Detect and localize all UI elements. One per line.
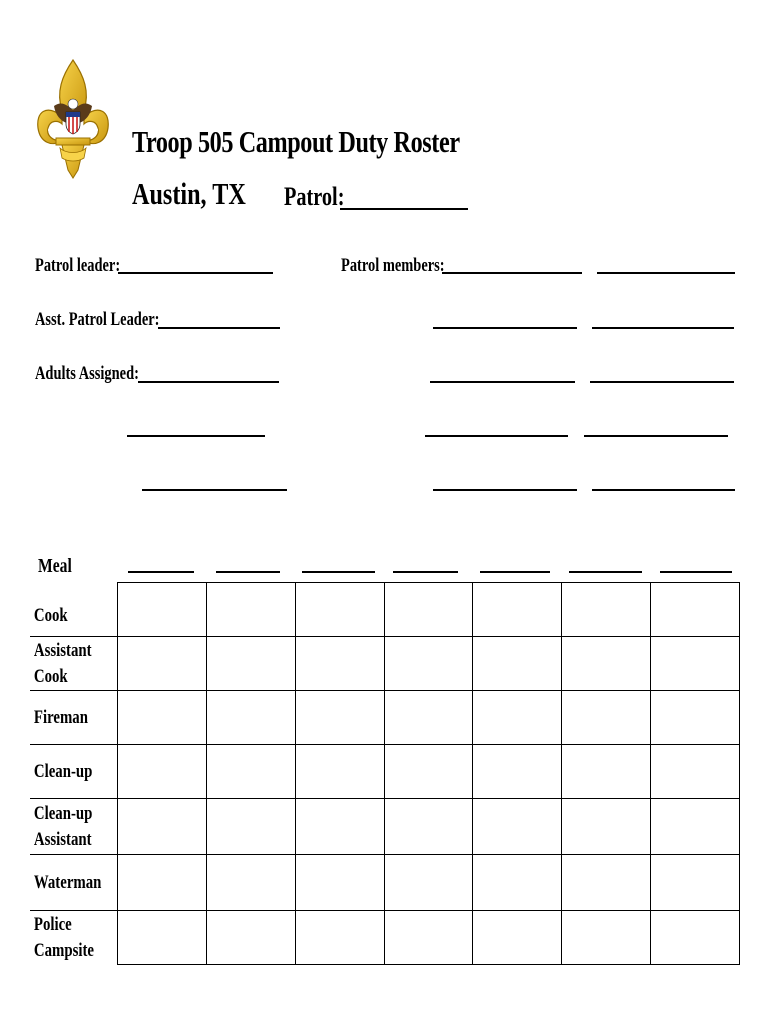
meal-column-line[interactable] [393,571,458,573]
roster-cell[interactable] [118,855,207,911]
patrol-label: Patrol: [284,182,345,211]
table-row [30,691,740,745]
roster-cell[interactable] [384,691,473,745]
table-row [30,745,740,799]
roster-cell[interactable] [118,583,207,637]
roster-cell[interactable] [295,583,384,637]
meal-label: Meal [38,555,72,577]
roster-cell[interactable] [295,745,384,799]
patrol-input-line[interactable] [340,208,468,210]
patrol-leader-line[interactable] [118,272,273,274]
roster-cell[interactable] [651,583,740,637]
roster-cell[interactable] [651,911,740,965]
roster-cell[interactable] [206,855,295,911]
row-label [30,855,118,911]
roster-cell[interactable] [651,745,740,799]
row-label [30,637,118,691]
row-label-text: Waterman [33,871,102,893]
roster-cell[interactable] [384,799,473,855]
table-row [30,911,740,965]
roster-cell[interactable] [562,855,651,911]
roster-cell[interactable] [473,911,562,965]
roster-cell[interactable] [651,691,740,745]
duty-roster-table [30,582,740,965]
roster-cell[interactable] [295,799,384,855]
roster-cell[interactable] [651,799,740,855]
roster-cell[interactable] [206,799,295,855]
roster-cell[interactable] [384,745,473,799]
roster-cell[interactable] [118,911,207,965]
patrol-member-line[interactable] [592,489,735,491]
roster-cell[interactable] [295,855,384,911]
roster-cell[interactable] [562,691,651,745]
roster-cell[interactable] [384,583,473,637]
patrol-member-line[interactable] [592,327,734,329]
roster-cell[interactable] [295,911,384,965]
table-row [30,637,740,691]
roster-cell[interactable] [295,637,384,691]
roster-cell[interactable] [206,691,295,745]
roster-cell[interactable] [206,583,295,637]
roster-cell[interactable] [118,745,207,799]
patrol-member-line[interactable] [584,435,728,437]
row-label-text: Assistant Cook [33,639,92,687]
roster-cell[interactable] [384,637,473,691]
roster-cell[interactable] [473,855,562,911]
adult-assigned-line[interactable] [138,381,279,383]
roster-cell[interactable] [562,583,651,637]
adult-assigned-line[interactable] [142,489,287,491]
roster-cell[interactable] [384,911,473,965]
roster-cell[interactable] [473,637,562,691]
row-label-text: Cook [33,605,68,627]
asst-patrol-leader-line[interactable] [158,327,280,329]
meal-column-line[interactable] [128,571,194,573]
patrol-member-line[interactable] [590,381,734,383]
roster-cell[interactable] [562,745,651,799]
roster-cell[interactable] [562,911,651,965]
roster-cell[interactable] [206,637,295,691]
roster-cell[interactable] [295,691,384,745]
table-row [30,799,740,855]
patrol-field [284,182,345,212]
row-label [30,583,118,637]
patrol-member-line[interactable] [433,327,577,329]
table-row [30,583,740,637]
row-label-text: Fireman [33,706,88,728]
table-row [30,855,740,911]
adult-assigned-line[interactable] [127,435,265,437]
patrol-member-line[interactable] [425,435,568,437]
patrol-member-line[interactable] [433,489,577,491]
asst-patrol-leader-label: Asst. Patrol Leader: [35,309,160,330]
meal-column-line[interactable] [480,571,550,573]
page-title: Troop 505 Campout Duty Roster [132,124,460,159]
adults-assigned-label: Adults Assigned: [35,363,139,384]
troop-location: Austin, TX [132,176,246,211]
row-label-text: Clean-up Assistant [33,802,93,850]
meal-column-line[interactable] [569,571,642,573]
row-label-text: Clean-up [33,760,93,782]
patrol-member-line[interactable] [597,272,735,274]
roster-cell[interactable] [118,799,207,855]
row-label [30,911,118,965]
patrol-member-line[interactable] [430,381,575,383]
scout-emblem-logo [32,58,114,182]
roster-cell[interactable] [651,637,740,691]
meal-column-line[interactable] [302,571,375,573]
roster-cell[interactable] [562,637,651,691]
patrol-members-label: Patrol members: [341,255,445,276]
row-label-text: Police Campsite [33,913,95,961]
roster-cell[interactable] [118,691,207,745]
roster-cell[interactable] [206,911,295,965]
roster-cell[interactable] [651,855,740,911]
roster-cell[interactable] [562,799,651,855]
row-label [30,745,118,799]
meal-column-line[interactable] [660,571,732,573]
roster-cell[interactable] [206,745,295,799]
roster-cell[interactable] [473,691,562,745]
patrol-member-line[interactable] [442,272,582,274]
roster-cell[interactable] [473,745,562,799]
roster-cell[interactable] [473,799,562,855]
meal-column-line[interactable] [216,571,280,573]
row-label [30,691,118,745]
patrol-leader-label: Patrol leader: [35,255,121,276]
roster-cell[interactable] [384,855,473,911]
roster-cell[interactable] [473,583,562,637]
roster-cell[interactable] [118,637,207,691]
row-label [30,799,118,855]
